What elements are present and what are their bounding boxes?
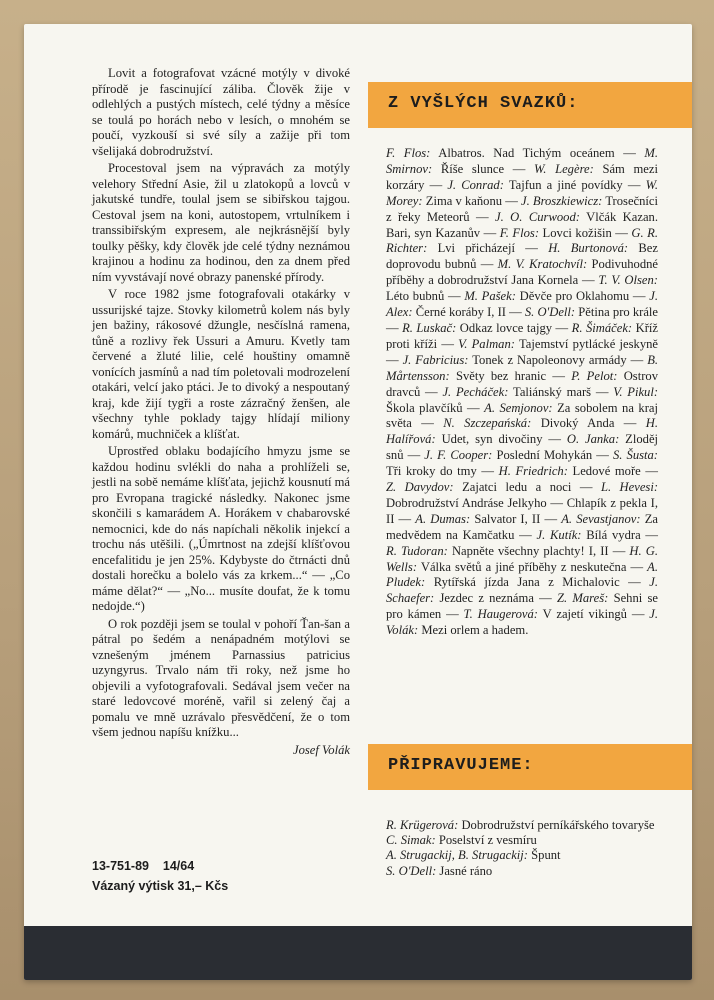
entry-title: Léto bubnů — [386, 289, 445, 304]
entry-author: H. Halířová: — [386, 416, 659, 447]
entry-author: S. O'Dell: — [386, 863, 437, 878]
published-entry: O. Janka: Zloděj snů — — [386, 432, 659, 463]
entry-title: Tonek z Napoleonovy armády — [472, 352, 627, 367]
entry-title: Jezdec z neznáma — [439, 591, 534, 606]
entry-author: A. Semjonov: — [484, 400, 553, 415]
published-entry: J. Conrad: Tajfun a jiné povídky — — [447, 177, 646, 192]
published-entry: R. Šimáček: Kříž proti kříži — — [386, 320, 658, 351]
blurb-paragraph-5: O rok později jsem se toulal v pohoří Ťan-šan a pátral po šedém a nenápadném motýlovi se vznešeným jménem Parnassius patricius uzyngyrus. Trvalo nám tři roky, než jsme ho objevili a vyfotografovali. Sedával jsem večer na staré ledovcové moréně, vařil si zelený čaj a pomalu ve mně uzrávalo přesvědčení, že o tom všem jednou napíšu knížku... — [92, 616, 350, 739]
imprint-code: 13-751-89 14/64 — [92, 859, 195, 873]
published-entry: M. Smirnov: Říše slunce — — [386, 146, 658, 176]
entry-title: Tajemství pytlácké jeskyně — [518, 336, 659, 351]
published-entry: H. Friedrich: Ledové moře — — [498, 464, 658, 479]
entry-author: C. Simak: — [386, 833, 436, 848]
published-entry: S. O'Dell: Pětina pro krále — — [386, 305, 658, 335]
entry-author: A. Pludek: — [386, 559, 658, 590]
entry-title: Taliánský marš — [513, 384, 592, 399]
published-entry: B. Mårtensson: Světy bez hranic — — [386, 352, 659, 383]
entry-title: Udet, syn divočiny — [441, 432, 543, 447]
blurb-paragraph-3: V roce 1982 jsme fotografovali otakárky v ussurijské tajze. Stovky kilometrů kolem nás byly jen bažiny, rákosové džungle, nesčíslná ramena, tůně a rozlivy řek Ussuri a Amuru. Kvetly tam červené a žluté lilie, celé houštiny omamně vonících jasmínů a nad tím poletovali modrozelení otakári, velcí jako ptáci. Je to divoký a nespoutaný kraj, kde žijí tygři a roste zázračný ženšen, ale všechny tyhle poklady tajgy hlídají miliony komárů, muchniček a klíšťat. — [92, 287, 350, 441]
entry-author: W. Legère: — [533, 161, 594, 176]
published-list — [386, 146, 658, 639]
published-entry: W. Legère: Sám mezi korzáry — — [386, 161, 658, 192]
entry-author: R. Luskač: — [402, 320, 457, 335]
published-entry: Chlapík z pekla I, II — — [386, 495, 659, 526]
published-entry: J. O. Curwood: Vlčák Kazan. Bari, syn Kazanův — — [386, 209, 658, 240]
book-bottom-edge — [24, 926, 692, 980]
entry-title: V zajetí vikingů — [542, 607, 627, 622]
published-entry: V. Palman: Tajemství pytlácké jeskyně — — [386, 336, 659, 367]
entry-author: V. Palman: — [458, 336, 515, 351]
entry-title: Kříž proti kříži — [386, 320, 658, 351]
entry-author: L. Hevesi: — [600, 480, 659, 495]
published-entry: N. Szczepańská: Divoký Anda — — [443, 416, 646, 431]
entry-title: Lvi přicházejí — [437, 241, 515, 256]
entry-title: Sám mezi korzáry — [386, 161, 658, 192]
entry-title: Říše slunce — [440, 161, 505, 176]
blurb-text — [92, 66, 350, 758]
entry-title: Divoký Anda — [540, 416, 615, 431]
entry-author: F. Flos: — [386, 146, 431, 160]
entry-author: Z. Davydov: — [386, 480, 454, 495]
published-entry: W. Morey: Zima v kaňonu — — [386, 177, 659, 208]
entry-title: Dobrodružství Andráse Jelkyho — [386, 495, 547, 510]
published-entry: T. Haugerová: V zajetí vikingů — — [463, 607, 650, 622]
entry-title: Rytířská jízda Jana z Michalovic — [433, 575, 620, 590]
entry-author: T. Haugerová: — [463, 607, 538, 622]
entry-title: Zloděj snů — [386, 432, 659, 463]
imprint-price: Vázaný výtisk 31,– Kčs — [92, 879, 229, 893]
published-entry: R. Luskač: Odkaz lovce tajgy — — [402, 320, 572, 335]
entry-author: M. Pašek: — [464, 289, 516, 304]
published-heading: Z VYŠLÝCH SVAZKŮ: — [388, 94, 579, 113]
published-entry: J. Alex: Černé koráby I, II — — [386, 289, 658, 320]
entry-title: Škola plavčíků — [386, 400, 463, 415]
published-entry: A. Pludek: Rytířská jízda Jana z Michalovic — — [386, 559, 658, 590]
upcoming-entry — [386, 848, 658, 863]
published-entry: H. Halířová: Udet, syn divočiny — — [386, 416, 659, 447]
published-entry: H. Burtonová: Bez doprovodu bubnů — — [386, 241, 658, 272]
entry-author: J. Alex: — [386, 289, 658, 320]
entry-author: R. Krügerová: — [386, 818, 459, 832]
entry-author: F. Flos: — [499, 225, 540, 240]
entry-author: J. Pecháček: — [442, 384, 509, 399]
entry-title: Lovci kožišin — [542, 225, 612, 240]
entry-title: Válka světů a jiné příběhy z neskutečna — [420, 559, 627, 574]
entry-author: J. Kutík: — [536, 527, 582, 542]
blurb-paragraph-2: Procestoval jsem na výpravách za motýly velehory Střední Asie, žil u zlatokopů a lovců v jakutské tundře, toulal jsem se sibiřskou tajgou. Cestoval jsem na koni, autostopem, vrtulníkem i transsibiřským expresem, ale nejkrásnější byly toulky pěšky, kdy člověk jde celé týdny neznámou krajinou a hodinu za hodinou, den za dnem před ním vyvstávají nové obrazy panenské přírody. — [92, 161, 350, 284]
entry-title: Sehni se pro kámen — [386, 591, 658, 622]
entry-author: O. Janka: — [566, 432, 620, 447]
entry-title: Bílá vydra — [586, 527, 641, 542]
entry-author: S. O'Dell: — [524, 305, 576, 320]
entry-author: T. V. Olsen: — [598, 273, 658, 288]
entry-author: J. Volák: — [386, 607, 659, 638]
entry-title: Jasné ráno — [439, 863, 493, 878]
upcoming-list — [386, 818, 658, 879]
published-entry: Z. Mareš: Sehni se pro kámen — — [386, 591, 658, 622]
entry-title: Tři kroky do tmy — [386, 464, 477, 479]
entry-author: J. Broszkiewicz: — [520, 193, 603, 208]
entry-title: Za medvědem na Kamčatku — [386, 511, 658, 542]
entry-author: H. Friedrich: — [498, 464, 568, 479]
entry-title: Tajfun a jiné povídky — [508, 177, 623, 192]
entry-author: R. Šimáček: — [571, 320, 633, 335]
published-entry: M. V. Kratochvíl: Podivuhodné příběhy a dobrodružství Jana Kornela — — [386, 257, 659, 288]
entry-title: Světy bez hranic — [455, 368, 547, 383]
entry-title: Poselství z vesmíru — [438, 833, 537, 848]
published-entry: J. Schaefer: Jezdec z neznáma — — [386, 575, 659, 606]
entry-author: M. Smirnov: — [386, 146, 658, 176]
entry-author: J. F. Cooper: — [424, 448, 493, 463]
entry-author: J. Fabricius: — [402, 352, 469, 367]
upcoming-entry — [386, 864, 658, 879]
entry-title: Bez doprovodu bubnů — [386, 241, 658, 272]
entry-title: Chlapík z pekla I, II — [386, 495, 659, 526]
entry-author: H. Burtonová: — [548, 241, 629, 256]
entry-title: Ostrov dravců — [386, 368, 658, 399]
entry-author: N. Szczepańská: — [443, 416, 532, 431]
entry-author: Z. Mareš: — [557, 591, 609, 606]
published-entry: R. Tudoran: Napněte všechny plachty! I, II — — [386, 543, 630, 558]
entry-author: H. G. Wells: — [386, 543, 658, 574]
upcoming-heading-band — [368, 744, 692, 790]
entry-author: V. Pikul: — [613, 384, 659, 399]
published-entry: Z. Davydov: Zajatci ledu a noci — — [386, 480, 601, 495]
entry-title: Podivuhodné příběhy a dobrodružství Jana Kornela — [386, 257, 659, 288]
published-entry: J. F. Cooper: Poslední Mohykán — — [424, 448, 613, 463]
entry-author: P. Pelot: — [571, 368, 618, 383]
published-entry: J. Kutík: Bílá vydra — — [536, 527, 659, 542]
entry-author: J. Conrad: — [447, 177, 504, 192]
published-entry: P. Pelot: Ostrov dravců — — [386, 368, 658, 399]
published-entry: H. G. Wells: Válka světů a jiné příběhy z neskutečna — — [386, 543, 658, 574]
published-entry: F. Flos: Albatros. Nad Tichým oceánem — — [386, 146, 645, 160]
entry-author: J. O. Curwood: — [495, 209, 580, 224]
published-entry: F. Flos: Lovci kožišin — — [499, 225, 632, 240]
published-entry: V. Pikul: Škola plavčíků — — [386, 384, 659, 415]
entry-author: B. Mårtensson: — [386, 352, 659, 383]
entry-title: Dobrodružství perníkářského tovaryše — [461, 818, 655, 832]
published-entry: G. R. Richter: Lvi přicházejí — — [386, 225, 658, 256]
entry-author: M. V. Kratochvíl: — [497, 257, 588, 272]
published-entry: T. V. Olsen: Léto bubnů — — [386, 273, 658, 304]
imprint — [92, 856, 352, 896]
published-entry: A. Dumas: Salvator I, II — — [415, 511, 562, 526]
author-signature: Josef Volák — [292, 742, 350, 757]
upcoming-entry — [386, 818, 658, 833]
published-entry: J. Broszkiewicz: Trosečníci z řeky Meteorů — — [386, 193, 659, 224]
published-entry: L. Hevesi: Dobrodružství Andráse Jelkyho — — [386, 480, 659, 510]
entry-title: Odkaz lovce tajgy — [459, 320, 553, 335]
published-entry: J. Pecháček: Taliánský marš — — [442, 384, 614, 399]
entry-title: Albatros. Nad Tichým oceánem — [438, 146, 615, 160]
entry-title: Vlčák Kazan. Bari, syn Kazanův — [386, 209, 658, 240]
entry-author: A. Sevastjanov: — [561, 511, 641, 526]
entry-title: Děvče pro Oklahomu — [519, 289, 630, 304]
entry-author: W. Morey: — [386, 177, 659, 208]
entry-title: Černé koráby I, II — [415, 305, 506, 320]
entry-title: Napněte všechny plachty! I, II — [451, 543, 609, 558]
entry-author: R. Tudoran: — [386, 543, 448, 558]
published-entry: M. Pašek: Děvče pro Oklahomu — — [464, 289, 650, 304]
upcoming-heading: PŘIPRAVUJEME: — [388, 756, 534, 775]
entry-title: Pětina pro krále — [578, 305, 658, 320]
entry-title: Trosečníci z řeky Meteorů — [386, 193, 659, 224]
entry-title: Ledové moře — [572, 464, 641, 479]
published-entry: A. Sevastjanov: Za medvědem na Kamčatku — — [386, 511, 658, 542]
entry-title: Salvator I, II — [474, 511, 541, 526]
entry-title: Zajatci ledu a noci — [462, 480, 572, 495]
entry-author: A. Strugackij, B. Strugackij: — [386, 848, 528, 863]
entry-title: Zima v kaňonu — [425, 193, 503, 208]
entry-title: Poslední Mohykán — [496, 448, 593, 463]
published-entry: J. Fabricius: Tonek z Napoleonovy armády — — [402, 352, 648, 367]
blurb-paragraph-4: Uprostřed oblaku bodajícího hmyzu jsme se každou hodinu svlékli do naha a prohlíželi se, jestli na sobě nemáme klíšťata, jejichž kousnutí má pro Evropana tragické následky. Nakonec jsme skončili s kamarádem A. Horákem v chabarovské nemocnici, kde do nás napíchali několik injekcí a trochu nás utěšili. („Úmrtnost na zdejší klíšťovou encefalitidu je jen 25%. Kdybyste do čtrnácti dnů dostali horečku a bolelo vás za krkem...“ — „Co máme dělat?“ — „No... musíte doufat, že k tomu nedojde.“) — [92, 444, 350, 613]
entry-author: S. Šusta: — [612, 448, 658, 463]
published-heading-band — [368, 82, 692, 128]
published-entry: S. Šusta: Tři kroky do tmy — — [386, 448, 658, 479]
entry-title: Špunt — [531, 848, 561, 863]
entry-author: G. R. Richter: — [386, 225, 658, 256]
entry-title: Mezi orlem a hadem. — [421, 623, 529, 638]
upcoming-entry — [386, 833, 658, 848]
entry-title: Za sobolem na kraj světa — [386, 400, 658, 431]
blurb-paragraph-1: Lovit a fotografovat vzácné motýly v divoké přírodě je fascinující záliba. Člověk žije v odlehlých a pustých místech, celé týdny a měsíce se toulá po horách nebo v lesích, o mnohém se poučí, vyzkouší si své síly a zažije při tom všelijaká dobrodružství. — [92, 66, 350, 158]
entry-author: A. Dumas: — [415, 511, 471, 526]
entry-author: J. Schaefer: — [386, 575, 659, 606]
published-entry: A. Semjonov: Za sobolem na kraj světa — — [386, 400, 658, 431]
